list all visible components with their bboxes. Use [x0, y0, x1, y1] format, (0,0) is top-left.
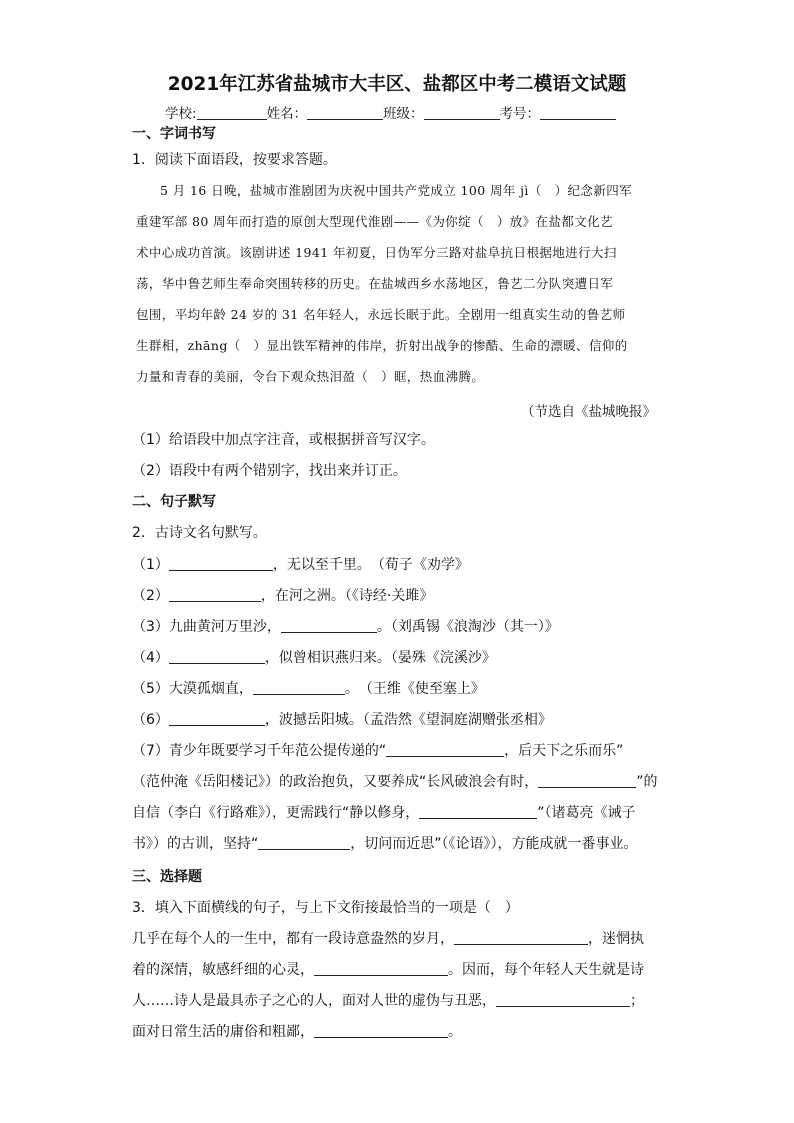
answer-blank[interactable]	[169, 711, 265, 726]
recite-text: ，似曾相识燕归来。（晏殊《浣溪沙》	[264, 650, 496, 666]
answer-blank[interactable]	[169, 649, 265, 664]
recite-line	[132, 679, 485, 699]
recite-text: （7）青少年既要学习千年范公提传递的“	[132, 743, 387, 759]
recite-line	[132, 555, 469, 575]
recite-label: （1）	[132, 557, 169, 573]
recite-line	[132, 834, 638, 854]
exam-no-blank[interactable]	[540, 105, 616, 120]
answer-blank[interactable]	[169, 587, 261, 602]
recite-line	[132, 772, 658, 792]
answer-blank[interactable]	[454, 930, 588, 945]
q3-text: 着的深情，敏感纤细的心灵，	[132, 962, 314, 978]
q3-stem: 3．填入下面横线的句子，与上下文衔接最恰当的一项是（ ）	[132, 900, 519, 916]
recite-text: ，无以至千里。 （荀子《劝学》	[272, 557, 469, 573]
recite-label: （2）	[132, 588, 169, 604]
answer-blank[interactable]	[419, 804, 537, 819]
q3-line	[132, 991, 644, 1011]
q3-text: 。	[448, 1024, 462, 1040]
recite-text: ，切问而近思”（《论语》），方能成就一番事业。	[350, 836, 638, 852]
passage-line: 力量和青春的美丽，令台下观众热泪盈（ ）眶，热血沸腾。	[136, 369, 485, 384]
q1-sub1: （1）给语段中加点字注音，或根据拼音写汉字。	[132, 432, 435, 448]
answer-blank[interactable]	[281, 618, 377, 633]
passage-line: 术中心成功首演。该剧讲述 1941 年初夏，日伪军分三路对盐阜抗日根据地进行大扫	[136, 245, 617, 260]
recite-text: （5）大漠孤烟直，	[132, 681, 253, 697]
q1-stem: 1．阅读下面语段，按要求答题。	[132, 152, 337, 168]
class-blank[interactable]	[424, 105, 500, 120]
answer-blank[interactable]	[314, 961, 448, 976]
passage-line: 生群相，zhāng（ ）显出铁军精神的伟岸，折射出战争的惨酷、生命的漂暖、信仰的	[136, 338, 628, 353]
recite-text: 书》）的古训，坚持“	[132, 836, 259, 852]
passage-source: （节选自《盐城晚报》	[521, 404, 656, 420]
q3-text: 。因而，每个年轻人天生就是诗	[448, 962, 644, 978]
answer-blank[interactable]	[496, 992, 630, 1007]
answer-blank[interactable]	[314, 1023, 448, 1038]
q3-text: 面对日常生活的庸俗和粗鄙，	[132, 1024, 314, 1040]
answer-blank[interactable]	[386, 742, 504, 757]
section-heading-1: 一、字词书写	[132, 126, 216, 142]
recite-line	[132, 741, 623, 761]
q2-stem: 2．古诗文名句默写。	[132, 525, 267, 541]
q3-line	[132, 1022, 462, 1042]
q3-text: 人……诗人是最具赤子之心的人，面对人世的虚伪与丑恶，	[132, 993, 496, 1009]
q3-text: 几乎在每个人的一生中，都有一段诗意盎然的岁月，	[132, 931, 454, 947]
q1-sub2: （2）语段中有两个错别字，找出来并订正。	[132, 463, 407, 479]
recite-line	[132, 586, 433, 606]
school-label: 学校:	[165, 106, 197, 122]
answer-blank[interactable]	[258, 835, 350, 850]
passage-line: 重建军部 80 周年而打造的原创大型现代淮剧——《为你绽（ ）放》在盐都文化艺	[136, 214, 613, 229]
q3-text: ，迷惘执	[588, 931, 644, 947]
section-heading-3: 三、选择题	[132, 869, 202, 885]
recite-label: （6）	[132, 712, 169, 728]
recite-text: ，后天下之乐而乐”	[504, 743, 624, 759]
name-blank[interactable]	[307, 105, 383, 120]
answer-blank[interactable]	[253, 680, 345, 695]
class-label: 班级：	[383, 106, 424, 122]
passage-line: 包围，平均年龄 24 岁的 31 名年轻人，永远长眠于此。全剧用一组真实生动的鲁艺师	[136, 307, 626, 322]
passage-line: 荡，华中鲁艺师生奉命突围转移的历史。在盐城西乡水荡地区，鲁艺二分队突遭日军	[136, 276, 614, 291]
name-label: 姓名：	[266, 106, 308, 122]
recite-line	[132, 803, 636, 823]
recite-text: 。（刘禹锡《浪淘沙（其一）》	[376, 619, 559, 635]
recite-line	[132, 617, 559, 637]
recite-text: ”的	[636, 774, 658, 790]
q3-line	[132, 929, 644, 949]
section-heading-2: 二、句子默写	[132, 494, 216, 510]
exam-no-label: 考号：	[499, 106, 541, 122]
recite-line	[132, 648, 496, 668]
recite-label: （4）	[132, 650, 169, 666]
recite-text: ，波撼岳阳城。（孟浩然《望洞庭湖赠张丞相》	[264, 712, 552, 728]
q3-line	[132, 960, 644, 980]
recite-line	[132, 710, 552, 730]
recite-text: ，在河之洲。（《诗经·关雎》	[260, 588, 434, 604]
school-blank[interactable]	[197, 105, 267, 120]
passage-line: 5 月 16 日晚，盐城市淮剧团为庆祝中国共产党成立 100 周年 jì（ ）纪念新四军	[160, 183, 633, 198]
recite-text: 自信（李白《行路难》），更需践行“静以修身，	[132, 805, 420, 821]
q3-text: ；	[630, 993, 644, 1009]
exam-title: 2021年江苏省盐城市大丰区、盐都区中考二模语文试题	[167, 74, 627, 95]
recite-text: 。 （王维《使至塞上》	[344, 681, 485, 697]
recite-text: （范仲淹《岳阳楼记》）的政治抱负，又要养成“长风破浪会有时，	[132, 774, 539, 790]
recite-text: ”（诸葛亮《诫子	[537, 805, 636, 821]
recite-text: （3）九曲黄河万里沙，	[132, 619, 281, 635]
answer-blank[interactable]	[169, 556, 273, 571]
answer-blank[interactable]	[538, 773, 636, 788]
student-info-line	[165, 102, 616, 122]
